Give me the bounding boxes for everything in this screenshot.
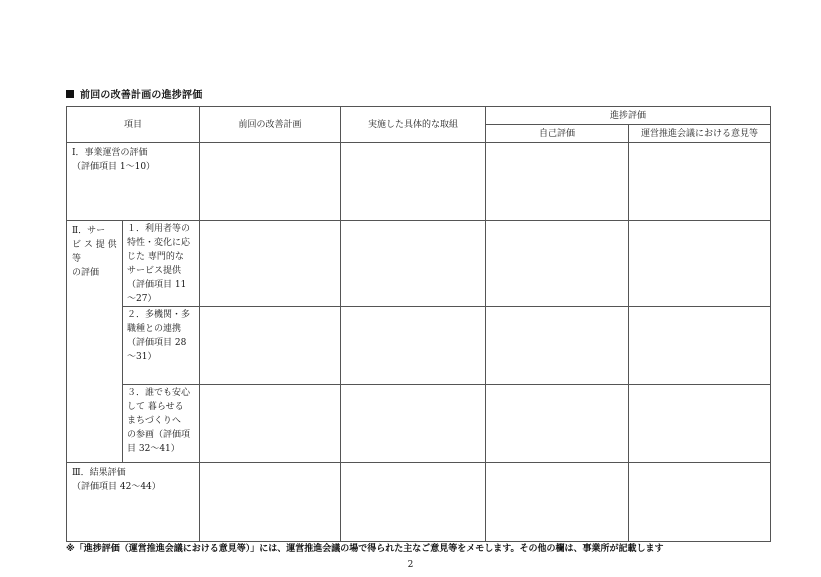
- sub-item-line: （評価項目 28: [127, 338, 187, 348]
- self-eval-cell[interactable]: [486, 463, 629, 542]
- committee-opinion-cell[interactable]: [629, 307, 771, 385]
- actions-cell[interactable]: [341, 221, 486, 307]
- row-sublabel: （評価項目 42〜44）: [72, 482, 161, 492]
- previous-plan-cell[interactable]: [200, 307, 341, 385]
- footnote: ※「進捗評価（運営推進会議における意見等）」には、運営推進会議の場で得られた主なご意見等をメモします。その他の欄は、事業所が記載します: [66, 544, 664, 554]
- header-previous-plan: 前回の改善計画: [200, 107, 341, 143]
- row-sublabel: （評価項目 1〜10）: [72, 162, 156, 172]
- sub-item-line: （評価項目 11: [127, 280, 187, 290]
- header-committee-opinion: 運営推進会議における意見等: [629, 125, 771, 143]
- sub-item-community-participation: [123, 385, 200, 463]
- section-title: [66, 86, 202, 101]
- progress-evaluation-table: [66, 106, 771, 542]
- actions-cell[interactable]: [341, 463, 486, 542]
- committee-opinion-cell[interactable]: [629, 385, 771, 463]
- actions-cell[interactable]: [341, 307, 486, 385]
- table-row: [67, 385, 771, 463]
- sub-item-line: まちづくりへ: [127, 416, 181, 426]
- previous-plan-cell[interactable]: [200, 143, 341, 221]
- table-row: [67, 307, 771, 385]
- row-label-line: の評価: [72, 268, 100, 278]
- table-row: [67, 463, 771, 542]
- row-label-line: ビ ス 提 供 等: [72, 240, 117, 264]
- header-item: 項目: [67, 107, 200, 143]
- sub-item-line: ２．多機関・多: [127, 310, 191, 320]
- row-label: Ⅲ．結果評価: [72, 468, 126, 478]
- sub-item-line: じた 専門的な: [127, 252, 184, 262]
- sub-item-line: 特性・変化に応: [127, 238, 191, 248]
- sub-item-collaboration: [123, 307, 200, 385]
- sub-item-line: 〜27）: [127, 294, 157, 304]
- sub-item-line: 職種との連携: [127, 324, 182, 334]
- actions-cell[interactable]: [341, 143, 486, 221]
- actions-cell[interactable]: [341, 385, 486, 463]
- sub-item-line: 〜31）: [127, 352, 157, 362]
- sub-item-line: １．利用者等の: [127, 224, 191, 234]
- row-label: Ⅰ．事業運営の評価: [72, 148, 148, 158]
- header-self-eval: 自己評価: [486, 125, 629, 143]
- committee-opinion-cell[interactable]: [629, 221, 771, 307]
- committee-opinion-cell[interactable]: [629, 463, 771, 542]
- header-actions: 実施した具体的な取組: [341, 107, 486, 143]
- section-title-text: 前回の改善計画の進捗評価: [80, 90, 203, 101]
- self-eval-cell[interactable]: [486, 307, 629, 385]
- square-bullet-icon: [66, 90, 74, 98]
- sub-item-line: の参画（評価項: [127, 430, 191, 440]
- sub-item-line: 目 32〜41）: [127, 444, 180, 454]
- table-row: [67, 143, 771, 221]
- self-eval-cell[interactable]: [486, 385, 629, 463]
- row-label-business-operation: [67, 143, 200, 221]
- sub-item-line: ３．誰でも安心: [127, 388, 191, 398]
- previous-plan-cell[interactable]: [200, 463, 341, 542]
- sub-item-specialized-service: [123, 221, 200, 307]
- self-eval-cell[interactable]: [486, 143, 629, 221]
- previous-plan-cell[interactable]: [200, 385, 341, 463]
- table-row: [67, 221, 771, 307]
- header-progress: 進捗評価: [486, 107, 771, 125]
- self-eval-cell[interactable]: [486, 221, 629, 307]
- sub-item-line: して 暮らせる: [127, 402, 184, 412]
- page-number: 2: [407, 560, 414, 570]
- committee-opinion-cell[interactable]: [629, 143, 771, 221]
- row-label-line: Ⅱ．サー: [72, 226, 106, 236]
- sub-item-line: サービス提供: [127, 266, 182, 276]
- row-label-outcome-evaluation: [67, 463, 200, 542]
- row-label-service-provision: [67, 221, 123, 463]
- previous-plan-cell[interactable]: [200, 221, 341, 307]
